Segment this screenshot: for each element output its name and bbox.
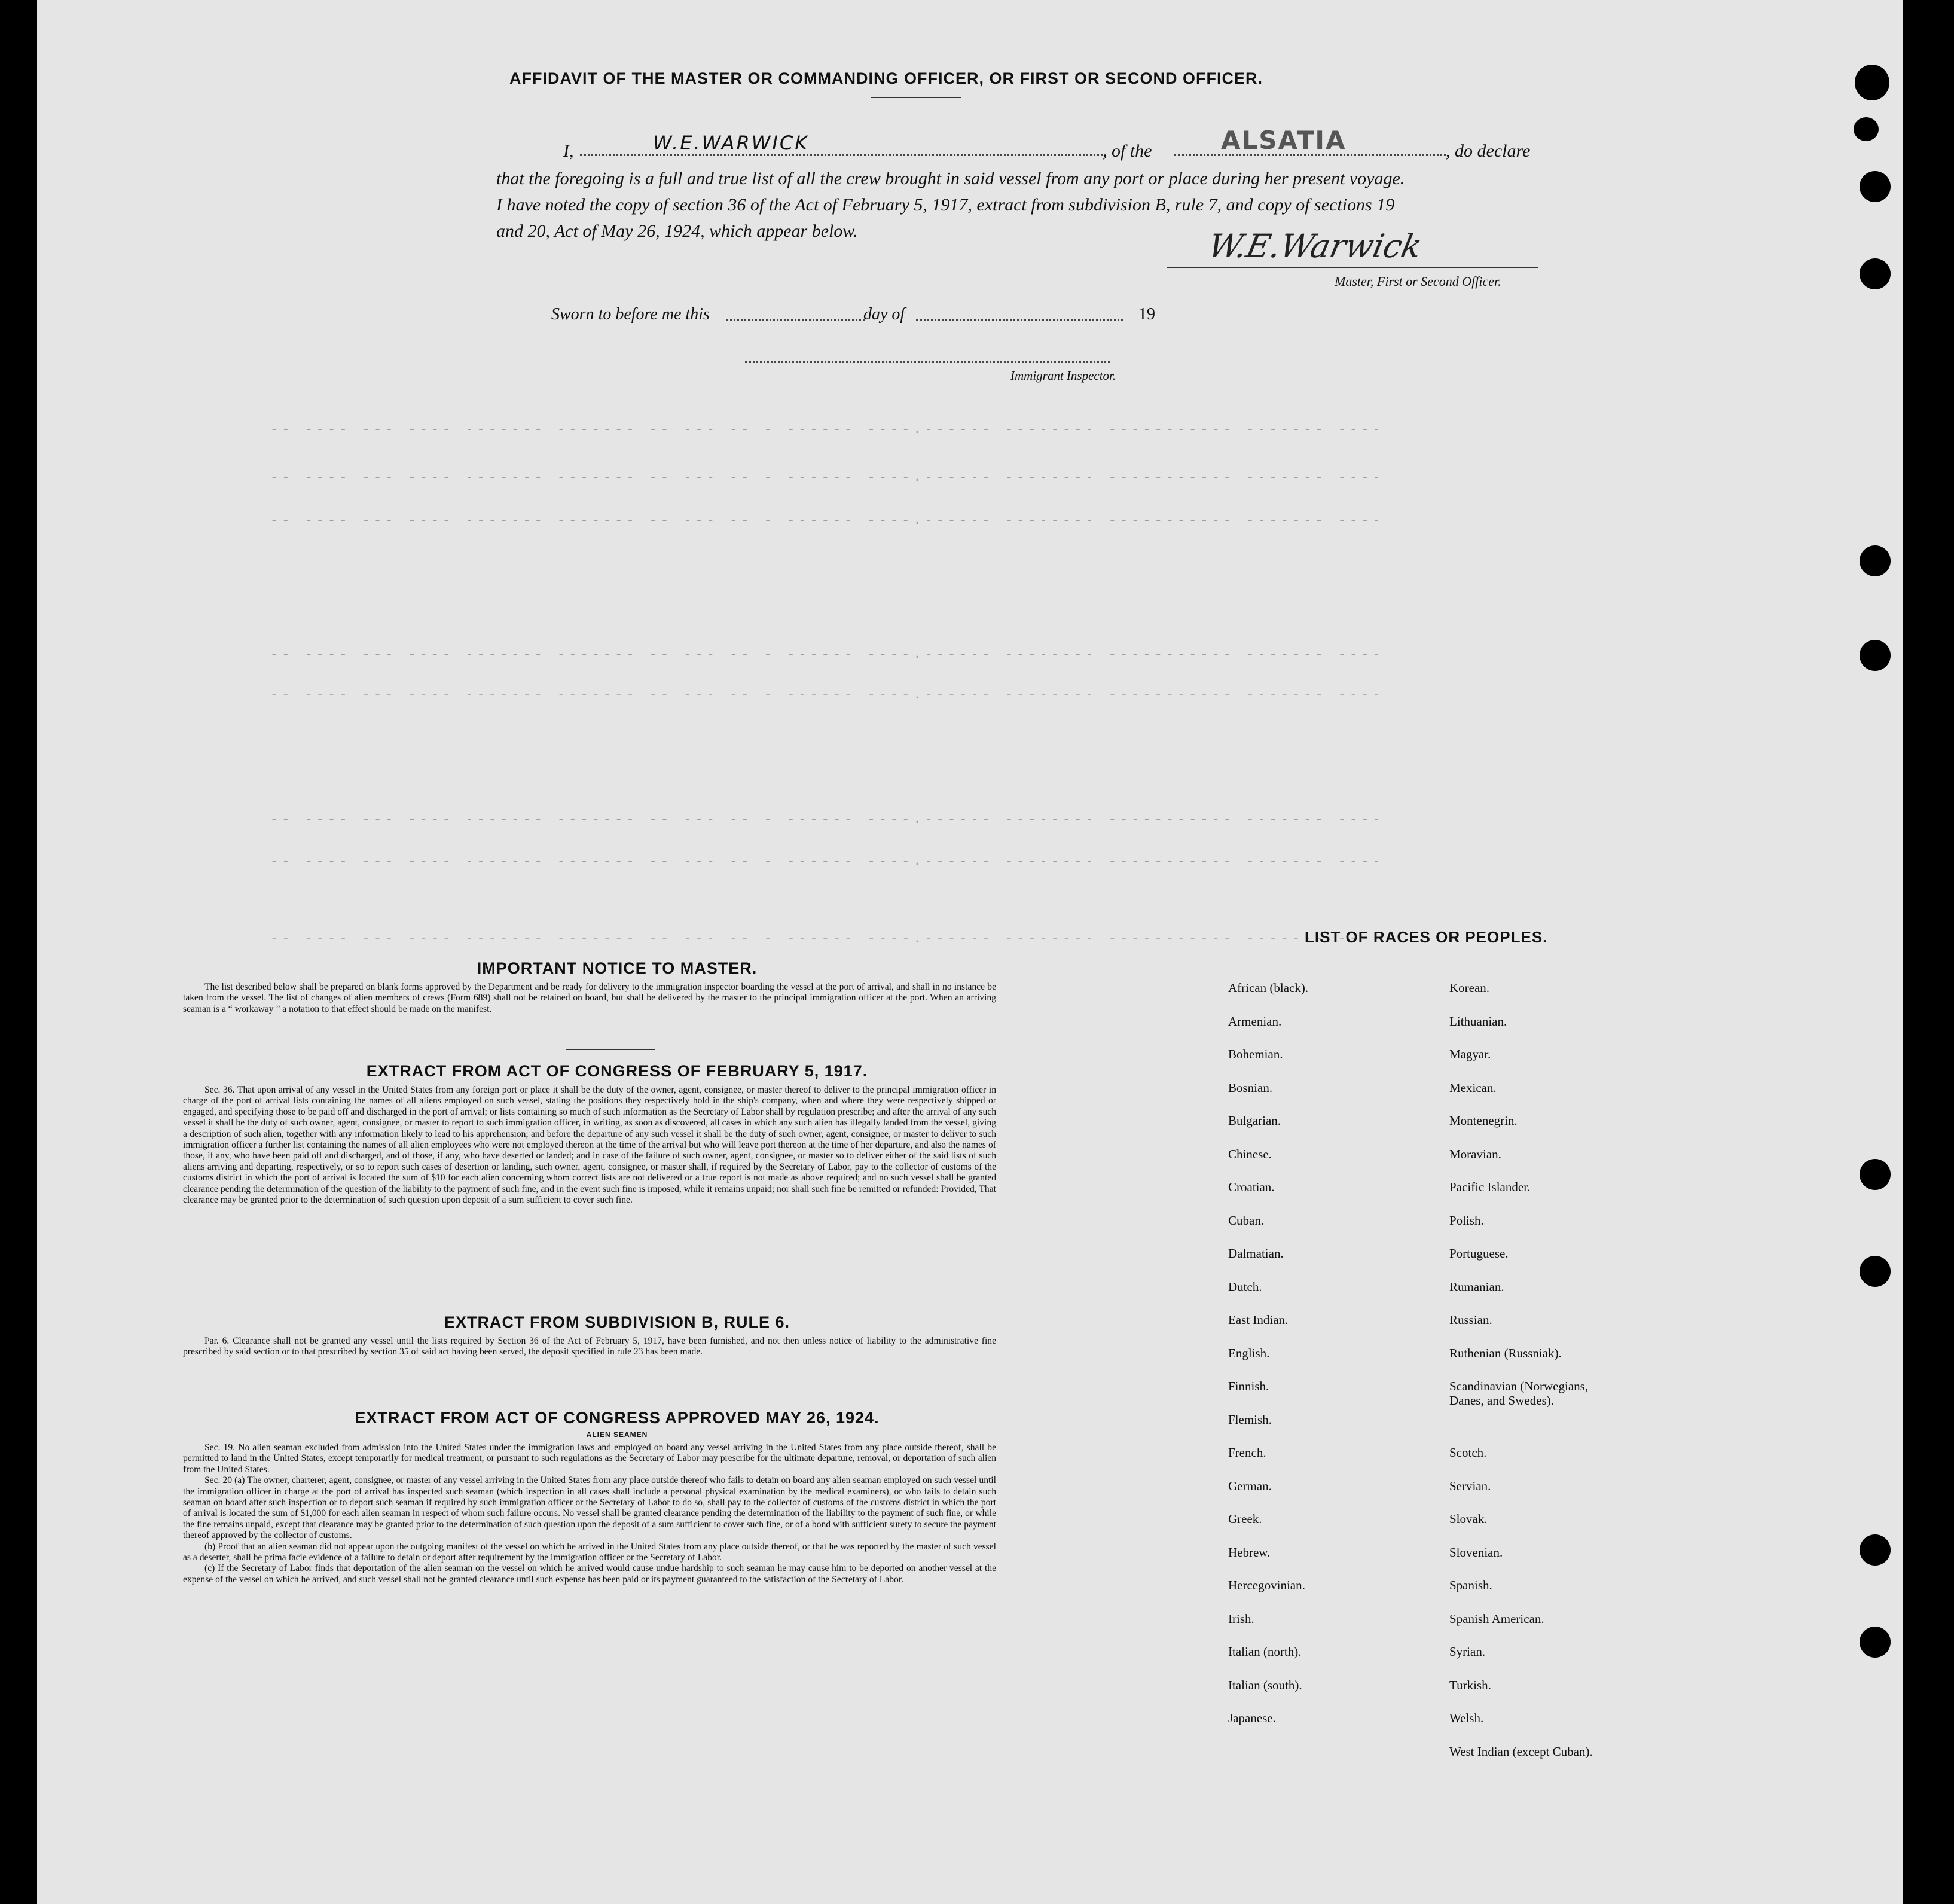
inspector-caption: Immigrant Inspector. <box>1010 368 1116 383</box>
race-item: Pacific Islander. <box>1449 1180 1531 1194</box>
race-item: Spanish American. <box>1449 1611 1544 1626</box>
race-item: Finnish. <box>1228 1379 1269 1393</box>
section-20b-paragraph: (b) Proof that an alien seaman did not appear upon the outgoing manifest of the vessel on which he arrived in the United States from any place outside thereof, or that he was reported by the master of such vessel as a deserter, shall be prima facie evidence of a failure to detain or deport after requirement by the immigration officer or the Secretary of Labor. <box>183 1541 996 1563</box>
affidavit-title: AFFIDAVIT OF THE MASTER OR COMMANDING OFFICER, OR FIRST OR SECOND OFFICER. <box>509 69 1263 87</box>
name-line <box>580 154 1106 156</box>
extract-1924-subtitle: ALIEN SEAMEN <box>586 1430 648 1439</box>
race-item: Armenian. <box>1228 1014 1282 1029</box>
race-item: Greek. <box>1228 1512 1262 1526</box>
punch-hole <box>1855 65 1889 100</box>
bleed-through-row <box>270 812 1903 825</box>
inspector-line <box>745 361 1110 363</box>
section-20a-paragraph: Sec. 20 (a) The owner, charterer, agent, consignee, or master of any vessel arriving in the United States from any place outside thereof who fails to detain on board any alien seaman employed on such vessel until the immigration officer in charge at the port of arrival has inspected such seaman (which inspection in all cases shall include a personal physical examination by the medical examiners), or who fails to detain such seaman on board after such inspection or to deport such seaman if required by such immigration officer or the Secretary of Labor to do so, shall pay to the collector of customs of the customs district in which the port of arrival is located the sum of $1,000 for each alien seaman in respect of whom such failure occurs. No vessel shall be granted clearance pending the determination of the liability to the payment of such fine, or while the fine remains unpaid, except that clearance may be granted prior to the determination of such question upon the deposit of a sum sufficient to cover such fine, or of a bond with sufficient surety to secure the payment thereof approved by the collector of customs. <box>183 1475 996 1541</box>
bleed-through-row <box>270 470 1903 483</box>
title-underline <box>871 97 961 98</box>
master-signature: W.E.Warwick <box>1205 227 1425 265</box>
race-item: Lithuanian. <box>1449 1014 1507 1029</box>
sworn-prefix: Sworn to before me this <box>551 305 710 324</box>
bleed-through-row <box>270 647 1903 660</box>
race-item: West Indian (except Cuban). <box>1449 1744 1593 1759</box>
race-item: Polish. <box>1449 1213 1484 1228</box>
section-divider <box>566 1049 655 1050</box>
punch-hole <box>1854 117 1879 141</box>
signature-line <box>1167 267 1538 268</box>
races-right-column <box>1449 981 1665 1777</box>
punch-hole <box>1860 1627 1891 1658</box>
race-item: Slovak. <box>1449 1512 1488 1526</box>
race-item: Dalmatian. <box>1228 1246 1284 1261</box>
master-name: W.E.WARWICK <box>653 132 810 154</box>
sworn-month-line <box>916 319 1123 321</box>
signature-caption: Master, First or Second Officer. <box>1335 274 1501 289</box>
race-item: Servian. <box>1449 1478 1491 1493</box>
punch-hole <box>1860 171 1891 202</box>
punch-hole <box>1860 1256 1891 1287</box>
race-item: Syrian. <box>1449 1644 1486 1659</box>
races-title: LIST OF RACES OR PEOPLES. <box>1305 928 1548 946</box>
affidavit-of-the-label: , of the <box>1103 141 1152 161</box>
bleed-through-row <box>270 854 1903 867</box>
sworn-year: 19 <box>1138 305 1155 324</box>
race-item: French. <box>1228 1445 1266 1460</box>
vessel-name: ALSATIA <box>1221 126 1347 155</box>
race-item: Irish. <box>1228 1611 1254 1626</box>
affidavit-line-3: I have noted the copy of section 36 of the Act of February 5, 1917, extract from subdivision B, rule 7, and copy of sections 19 <box>496 195 1395 215</box>
affidavit-line-4: and 20, Act of May 26, 1924, which appear below. <box>496 221 858 241</box>
race-item: German. <box>1228 1478 1272 1493</box>
race-item: Montenegrin. <box>1449 1113 1518 1128</box>
race-item: Russian. <box>1449 1313 1492 1327</box>
rule-6-paragraph: Par. 6. Clearance shall not be granted any vessel until the lists required by Section 36 of the Act of February 5, 1917, have been furnished, and not then unless notice of liability to the administrative fine prescribed by said section or to that prescribed by section 35 of said act having been served, the deposit specified in rule 23 has been made. <box>183 1336 996 1357</box>
sworn-day: day of <box>863 305 905 324</box>
race-item: Slovenian. <box>1449 1545 1503 1560</box>
race-item: Italian (south). <box>1228 1677 1302 1692</box>
sworn-date-line <box>726 319 865 321</box>
punch-hole <box>1860 545 1891 576</box>
subdivision-b-body <box>183 1336 996 1358</box>
bleed-through-row <box>270 932 1903 945</box>
affidavit-line-2: that the foregoing is a full and true list of all the crew brought in said vessel from any port or place during her present voyage. <box>496 169 1405 188</box>
race-item: Mexican. <box>1449 1080 1497 1095</box>
race-item: Korean. <box>1449 981 1490 995</box>
section-20c-paragraph: (c) If the Secretary of Labor finds that deportation of the alien seaman on the vessel on which he arrived would cause undue hardship to such seaman he may cause him to be deported on another vessel at the expense of the vessel on which he arrived, and such vessel shall not be granted clearance until such expense has been paid or its payment guaranteed to the satisfaction of the Secretary of Labor. <box>183 1563 996 1585</box>
race-item: Scotch. <box>1449 1445 1487 1460</box>
bleed-through-row <box>270 513 1903 526</box>
race-item: Turkish. <box>1449 1677 1491 1692</box>
section-19-paragraph: Sec. 19. No alien seaman excluded from admission into the United States under the immigration laws and employed on board any vessel arriving in the United States from any place outside thereof, shall be permitted to land in the United States, except temporarily for medical treatment, or pursuant to such regulations as the Secretary of Labor may prescribe for the ultimate departure, removal, or deportation of such alien from the United States. <box>183 1442 996 1475</box>
race-item: Japanese. <box>1228 1711 1276 1725</box>
race-item: English. <box>1228 1345 1270 1360</box>
race-item: Portuguese. <box>1449 1246 1509 1261</box>
race-item: Magyar. <box>1449 1047 1491 1061</box>
extract-1917-body <box>183 1085 996 1206</box>
race-item: Croatian. <box>1228 1180 1275 1194</box>
notice-paragraph: The list described below shall be prepared on blank forms approved by the Department and be ready for delivery to the immigration inspector boarding the vessel at the port of arrival, and shall in no instance be taken from the vessel. The list of changes of alien members of crews (Form 689) shall not be retained on board, but shall be delivered by the master to the principal immigration officer at the port. When an arriving seaman is a “ workaway ” a notation to that effect should be made on the manifest. <box>183 982 996 1014</box>
race-item: Dutch. <box>1228 1279 1262 1294</box>
race-item: Moravian. <box>1449 1146 1501 1161</box>
race-item: East Indian. <box>1228 1313 1289 1327</box>
race-item: Bohemian. <box>1228 1047 1283 1061</box>
punch-hole <box>1860 1534 1891 1566</box>
subdivision-b-title: EXTRACT FROM SUBDIVISION B, RULE 6. <box>444 1313 790 1331</box>
punch-hole <box>1860 1159 1891 1190</box>
race-item: Bosnian. <box>1228 1080 1273 1095</box>
extract-1924-body <box>183 1442 996 1585</box>
race-item: Hebrew. <box>1228 1545 1271 1560</box>
race-item: Italian (north). <box>1228 1644 1302 1659</box>
races-left-column <box>1228 981 1431 1744</box>
race-item: Welsh. <box>1449 1711 1484 1725</box>
bleed-through-row <box>270 688 1903 701</box>
race-item: Hercegovinian. <box>1228 1578 1305 1592</box>
race-item: Flemish. <box>1228 1412 1272 1427</box>
race-item: Rumanian. <box>1449 1279 1504 1294</box>
race-item: Ruthenian (Russniak). <box>1449 1345 1562 1360</box>
punch-hole <box>1860 258 1891 289</box>
affidavit-declare-label: , do declare <box>1446 141 1531 161</box>
race-item: Cuban. <box>1228 1213 1265 1228</box>
affidavit-i-label: I, <box>563 141 574 161</box>
notice-body <box>183 982 996 1015</box>
section-36-paragraph: Sec. 36. That upon arrival of any vessel in the United States from any foreign port or place it shall be the duty of the owner, agent, consignee, or master thereof to deliver to the principal immigration officer in charge of the port of arrival lists containing the names of all aliens employed on such vessel, stating the positions they respectively hold in the ship's company, when and where they were respectively shipped or engaged, and specifying those to be paid off and discharged in the port of arrival; or lists containing so much of such information as the Secretary of Labor shall by regulation prescribe; and after the arrival of any such vessel it shall be the duty of such owner, agent, consignee, or master to report to such immigration officer, in writing, as soon as discovered, all cases in which any such alien has illegally landed from the vessel, giving a description of such alien, together with any information likely to lead to his apprehension; and before the departure of any such vessel it shall be the duty of such owner, agent, consignee, or master to deliver to such immigration officer a further list containing the names of all alien employees who were not employed thereon at the time of the arrival but who will leave port thereon at the time of her departure, and also the names of those, if any, who have been paid off and discharged, and of those, if any, who have deserted or landed; and in case of the failure of such owner, agent, consignee, or master so to deliver either of the said lists of such aliens arriving and departing, respectively, or so to report such cases of desertion or landing, such owner, agent, consignee, or master shall, if required by the Secretary of Labor, pay to the collector of customs of the customs district in which the port of arrival is located the sum of $10 for each alien concerning whom correct lists are not delivered or a true report is not made as above required; and no such vessel shall be granted clearance pending the determination of the question of the liability to the payment of such fine, and in the event such fine is imposed, while it remains unpaid; nor shall such fine be remitted or refunded: Provided, That clearance may be granted prior to the determination of such question upon deposit of a sum sufficient to cover such fine. <box>183 1085 996 1206</box>
race-item: Scandinavian (Norwegians, Danes, and Swedes). <box>1449 1379 1589 1408</box>
extract-1917-title: EXTRACT FROM ACT OF CONGRESS OF FEBRUARY 5, 1917. <box>366 1062 868 1080</box>
race-item: African (black). <box>1228 981 1309 995</box>
race-item: Spanish. <box>1449 1578 1492 1592</box>
race-item: Bulgarian. <box>1228 1113 1281 1128</box>
race-item: Chinese. <box>1228 1146 1272 1161</box>
notice-title: IMPORTANT NOTICE TO MASTER. <box>477 959 758 977</box>
extract-1924-title: EXTRACT FROM ACT OF CONGRESS APPROVED MAY 26, 1924. <box>355 1409 880 1427</box>
document-page <box>37 0 1903 1904</box>
bleed-through-row <box>270 422 1903 435</box>
